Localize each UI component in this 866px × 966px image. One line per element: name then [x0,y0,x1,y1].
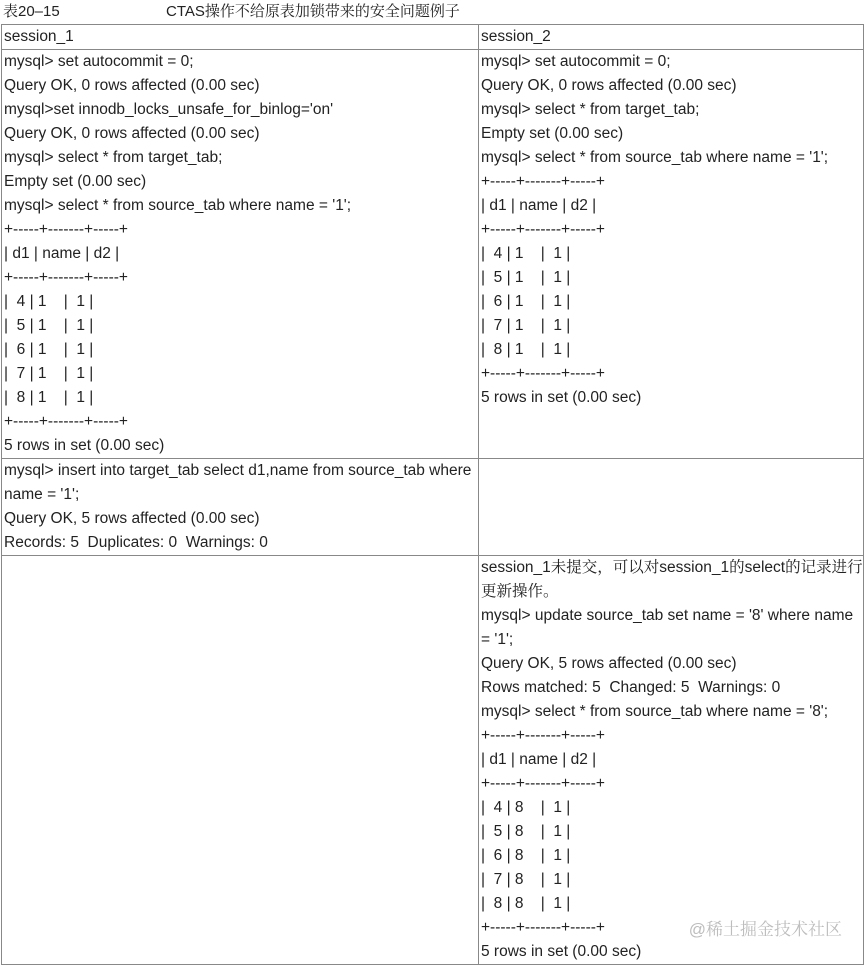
step-row-2 [2,459,864,556]
console-line: | 4 | 8 | 1 | [481,799,571,816]
console-line: mysql> update source_tab set name = '8' where name = '1'; [481,607,858,648]
cell-session-1 [2,459,479,556]
console-line: | d1 | name | d2 | [481,197,597,214]
console-line: 5 rows in set (0.00 sec) [4,437,165,454]
console-line: +-----+-------+-----+ [481,221,605,238]
console-line: Query OK, 0 rows affected (0.00 sec) [481,77,737,94]
cell-session-2 [479,50,864,459]
console-line: | 8 | 1 | 1 | [481,341,571,358]
step-row-3 [2,556,864,965]
console-line: | 5 | 1 | 1 | [4,317,94,334]
console-line: +-----+-------+-----+ [481,919,605,936]
console-line: | d1 | name | d2 | [4,245,120,262]
console-line: | 7 | 1 | 1 | [481,317,571,334]
console-line: +-----+-------+-----+ [4,413,128,430]
cell-session-2-empty [479,459,864,556]
table-number: 表20–15 [3,3,60,20]
console-line: +-----+-------+-----+ [481,775,605,792]
console-line: mysql> select * from source_tab where name = '1'; [481,149,829,166]
cell-session-1-empty [2,556,479,965]
console-line: +-----+-------+-----+ [481,365,605,382]
header-session-1: session_1 [2,25,479,50]
console-line: +-----+-------+-----+ [4,221,128,238]
console-line: Rows matched: 5 Changed: 5 Warnings: 0 [481,679,781,696]
console-line: mysql> select * from source_tab where name = '1'; [4,197,352,214]
note-text: session_1未提交，可以对session_1的select的记录进行更新操作。 [481,559,863,600]
console-line: | 4 | 1 | 1 | [481,245,571,262]
console-line: Records: 5 Duplicates: 0 Warnings: 0 [4,534,268,551]
console-line: | 4 | 1 | 1 | [4,293,94,310]
console-line: mysql> set autocommit = 0; [4,53,194,70]
console-line: mysql> set autocommit = 0; [481,53,671,70]
console-line: Query OK, 0 rows affected (0.00 sec) [4,77,260,94]
console-line: | 7 | 8 | 1 | [481,871,571,888]
step-row-1 [2,50,864,459]
console-line: | 6 | 8 | 1 | [481,847,571,864]
console-line: | 8 | 8 | 1 | [481,895,571,912]
console-line: Query OK, 5 rows affected (0.00 sec) [481,655,737,672]
console-line: mysql> insert into target_tab select d1,name from source_tab where name = '1'; [4,462,476,503]
console-line: | 6 | 1 | 1 | [4,341,94,358]
console-line: mysql> select * from source_tab where name = '8'; [481,703,829,720]
console-line: Empty set (0.00 sec) [4,173,147,190]
session-comparison-table [1,24,864,965]
console-line: Empty set (0.00 sec) [481,125,624,142]
header-session-2: session_2 [479,25,864,50]
table-caption [3,1,863,23]
console-line: mysql> select * from target_tab; [4,149,223,166]
console-line: | 6 | 1 | 1 | [481,293,571,310]
cell-session-2 [479,556,864,965]
console-line: 5 rows in set (0.00 sec) [481,389,642,406]
console-line: 5 rows in set (0.00 sec) [481,943,642,960]
table-title: CTAS操作不给原表加锁带来的安全问题例子 [166,3,460,20]
console-line: +-----+-------+-----+ [481,173,605,190]
console-line: | 5 | 1 | 1 | [481,269,571,286]
console-line: | 8 | 1 | 1 | [4,389,94,406]
console-line: +-----+-------+-----+ [4,269,128,286]
watermark: @稀土掘金技术社区 [688,920,842,939]
console-line: Query OK, 5 rows affected (0.00 sec) [4,510,260,527]
console-line: mysql>set innodb_locks_unsafe_for_binlog='on' [4,101,334,118]
console-line: | 5 | 8 | 1 | [481,823,571,840]
header-row [2,25,864,50]
console-line: | 7 | 1 | 1 | [4,365,94,382]
console-line: | d1 | name | d2 | [481,751,597,768]
console-line: Query OK, 0 rows affected (0.00 sec) [4,125,260,142]
console-line: mysql> select * from target_tab; [481,101,700,118]
console-line: +-----+-------+-----+ [481,727,605,744]
cell-session-1 [2,50,479,459]
